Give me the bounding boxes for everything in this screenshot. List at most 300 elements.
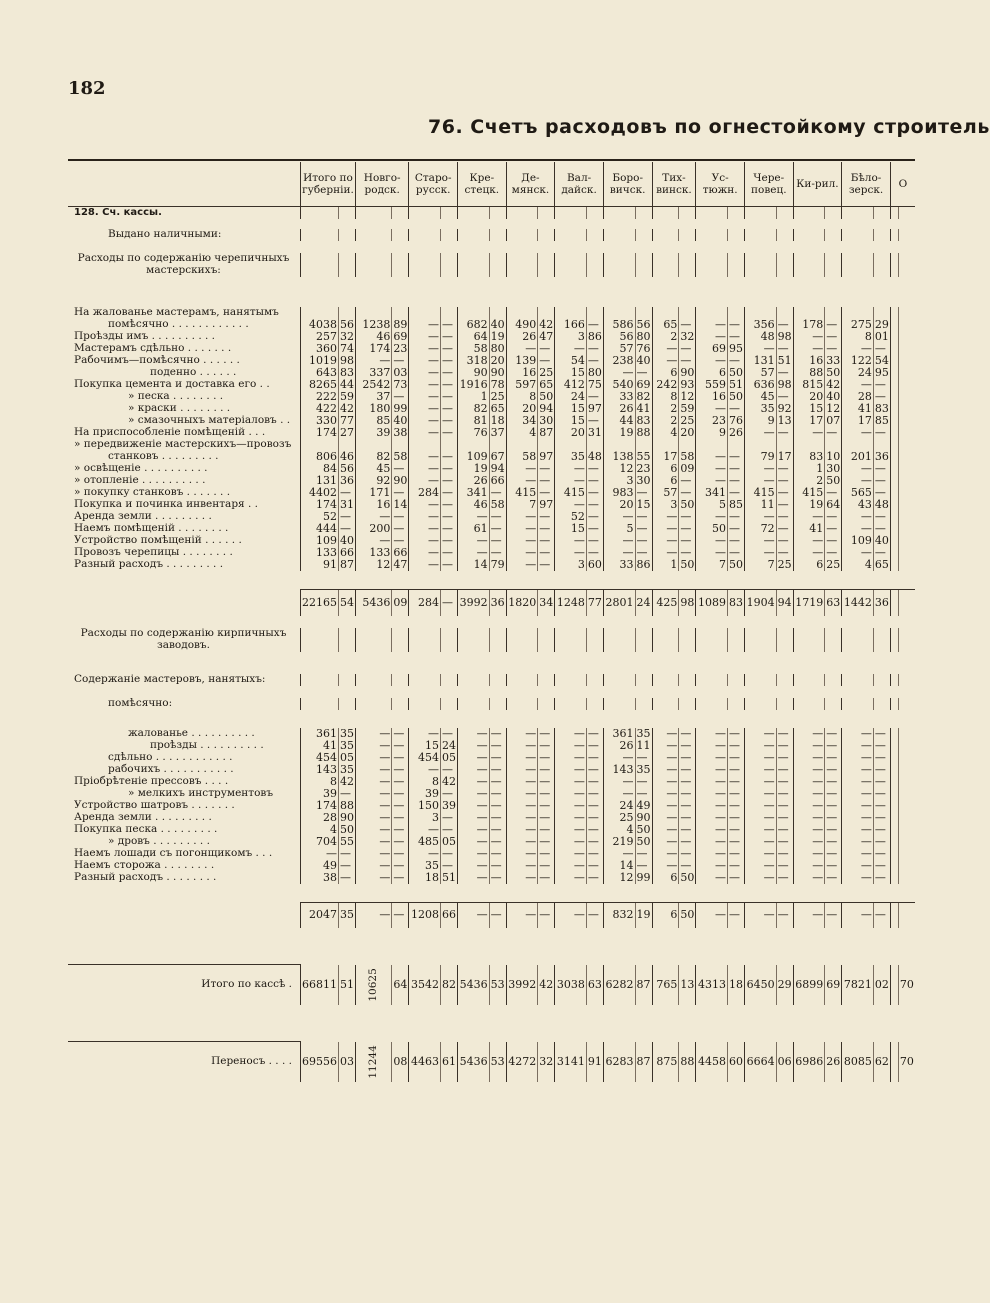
amount-rubles: — xyxy=(506,463,538,475)
page-number: 182 xyxy=(68,78,106,99)
amount-rubles: — xyxy=(555,728,587,740)
spacer-row xyxy=(68,652,915,674)
amount-rubles xyxy=(744,265,776,277)
amount-rubles: — xyxy=(842,547,874,559)
amount-kopeks: 80 xyxy=(636,330,651,344)
amount-rubles: — xyxy=(793,427,825,439)
amount-kopeks: 47 xyxy=(539,330,554,344)
amount-kopeks xyxy=(898,207,915,220)
amount-kopeks: — xyxy=(441,367,458,379)
amount-kopeks: — xyxy=(441,559,458,571)
amount-kopeks: — xyxy=(586,547,603,559)
amount-kopeks: — xyxy=(679,836,696,848)
amount-rubles xyxy=(555,674,587,686)
amount-rubles: — xyxy=(355,728,391,740)
amount-rubles: 24 xyxy=(842,367,874,379)
amount-rubles: — xyxy=(842,463,874,475)
amount-rubles xyxy=(506,265,538,277)
header-row xyxy=(68,162,915,207)
amount-rubles: 69 xyxy=(696,343,728,355)
amount-rubles: 8 xyxy=(300,776,338,788)
amount-kopeks: 40 xyxy=(490,318,505,332)
amount-kopeks: 56 xyxy=(339,462,354,476)
amount-kopeks: 69 xyxy=(393,330,408,344)
amount-kopeks xyxy=(898,511,915,523)
amount-rubles: — xyxy=(555,812,587,824)
amount-rubles: 1442 xyxy=(842,590,874,616)
amount-kopeks: 50 xyxy=(636,834,651,848)
amount-rubles: 242 xyxy=(652,379,679,391)
amount-rubles: 7 xyxy=(696,559,728,571)
amount-rubles: — xyxy=(300,848,338,860)
amount-kopeks: 42 xyxy=(339,774,354,788)
amount-rubles xyxy=(744,674,776,686)
amount-kopeks xyxy=(825,229,842,241)
amount-kopeks xyxy=(679,674,696,686)
amount-kopeks: — xyxy=(727,475,744,487)
ledger-row xyxy=(68,848,915,860)
spacer-row xyxy=(68,710,915,728)
amount-rubles xyxy=(890,559,898,571)
amount-kopeks: — xyxy=(392,836,409,848)
amount-rubles: 57 xyxy=(652,487,679,499)
amount-kopeks xyxy=(898,788,915,800)
amount-kopeks: — xyxy=(392,860,409,872)
amount-kopeks xyxy=(441,207,458,220)
spacer-cell xyxy=(68,652,915,674)
amount-rubles: — xyxy=(793,800,825,812)
amount-rubles: — xyxy=(793,740,825,752)
amount-kopeks xyxy=(898,860,915,872)
amount-kopeks: — xyxy=(727,752,744,764)
row-label: Мастерамъ сдѣльно . . . . . . . xyxy=(74,342,232,355)
amount-kopeks: — xyxy=(441,451,458,463)
amount-kopeks: — xyxy=(538,824,555,836)
amount-rubles: 8 xyxy=(409,776,441,788)
amount-rubles: — xyxy=(696,860,728,872)
amount-rubles: — xyxy=(842,812,874,824)
amount-rubles: 16 xyxy=(793,355,825,367)
amount-rubles: — xyxy=(696,800,728,812)
spacer-cell xyxy=(68,1005,915,1042)
amount-kopeks: 86 xyxy=(636,558,651,572)
amount-kopeks: — xyxy=(727,824,744,836)
amount-kopeks: 42 xyxy=(539,318,554,332)
amount-kopeks: 42 xyxy=(339,402,354,416)
amount-kopeks xyxy=(898,439,915,451)
amount-kopeks: 55 xyxy=(636,450,651,464)
amount-kopeks: 79 xyxy=(490,558,505,572)
amount-kopeks: — xyxy=(338,511,355,523)
amount-rubles xyxy=(506,640,538,652)
amount-rubles xyxy=(300,698,338,710)
amount-kopeks xyxy=(489,265,506,277)
amount-rubles: 45 xyxy=(355,463,391,475)
row-label: » дровъ . . . . . . . . . xyxy=(108,834,210,847)
amount-rubles: 1248 xyxy=(555,590,587,616)
amount-rubles xyxy=(506,628,538,640)
amount-rubles: — xyxy=(555,535,587,547)
amount-rubles: — xyxy=(409,848,441,860)
amount-kopeks xyxy=(825,265,842,277)
amount-rubles xyxy=(458,229,490,241)
amount-kopeks: 89 xyxy=(393,318,408,332)
amount-rubles: 200 xyxy=(355,523,391,535)
amount-rubles xyxy=(300,207,338,220)
amount-kopeks: — xyxy=(727,872,744,884)
row-label: Пріобрѣтеніе прессовъ . . . . xyxy=(74,774,229,787)
amount-rubles: — xyxy=(652,788,679,800)
amount-kopeks: — xyxy=(727,535,744,547)
amount-rubles: 34 xyxy=(506,415,538,427)
amount-rubles: 360 xyxy=(300,343,338,355)
amount-rubles: — xyxy=(842,728,874,740)
amount-kopeks: 35 xyxy=(339,738,354,752)
amount-kopeks: — xyxy=(776,535,793,547)
amount-kopeks xyxy=(338,265,355,277)
amount-rubles: — xyxy=(842,836,874,848)
amount-kopeks xyxy=(586,253,603,265)
amount-kopeks: 40 xyxy=(826,390,841,404)
amount-rubles xyxy=(555,253,587,265)
amount-rubles xyxy=(409,628,441,640)
amount-kopeks: 98 xyxy=(777,330,792,344)
amount-kopeks: 36 xyxy=(874,450,889,464)
amount-rubles xyxy=(890,728,898,740)
amount-kopeks: — xyxy=(873,752,890,764)
amount-kopeks: — xyxy=(825,343,842,355)
amount-rubles: 6 xyxy=(652,475,679,487)
amount-kopeks: — xyxy=(727,463,744,475)
amount-kopeks: — xyxy=(586,776,603,788)
amount-kopeks xyxy=(898,628,915,640)
amount-rubles: 48 xyxy=(744,331,776,343)
amount-kopeks: — xyxy=(586,902,603,928)
amount-rubles: 88 xyxy=(793,367,825,379)
amount-rubles: 14 xyxy=(603,860,635,872)
amount-rubles: 832 xyxy=(603,902,635,928)
amount-kopeks: — xyxy=(873,523,890,535)
amount-kopeks: — xyxy=(392,902,409,928)
amount-rubles: 1 xyxy=(793,463,825,475)
amount-rubles: — xyxy=(696,788,728,800)
amount-rubles: 361 xyxy=(603,728,635,740)
row-label: Рабочимъ—помѣсячно . . . . . . xyxy=(74,354,240,367)
amount-kopeks: — xyxy=(392,776,409,788)
amount-kopeks: 98 xyxy=(339,354,354,368)
amount-kopeks xyxy=(898,836,915,848)
amount-rubles: — xyxy=(744,547,776,559)
amount-rubles xyxy=(793,674,825,686)
amount-kopeks xyxy=(727,207,744,220)
amount-kopeks: — xyxy=(873,776,890,788)
amount-rubles: 7 xyxy=(506,499,538,511)
amount-rubles xyxy=(890,752,898,764)
ledger-row xyxy=(68,698,915,710)
amount-rubles xyxy=(890,427,898,439)
amount-kopeks: — xyxy=(873,824,890,836)
amount-rubles: — xyxy=(652,547,679,559)
amount-rubles: 64 xyxy=(458,331,490,343)
amount-rubles: — xyxy=(355,788,391,800)
amount-rubles: — xyxy=(842,860,874,872)
amount-kopeks: — xyxy=(538,848,555,860)
amount-rubles: — xyxy=(652,752,679,764)
amount-kopeks xyxy=(898,427,915,439)
amount-kopeks: 17 xyxy=(777,450,792,464)
amount-rubles: 4 xyxy=(300,824,338,836)
amount-rubles xyxy=(603,698,635,710)
amount-kopeks: — xyxy=(635,487,652,499)
amount-rubles: — xyxy=(458,740,490,752)
amount-rubles: — xyxy=(409,331,441,343)
amount-rubles: — xyxy=(409,728,441,740)
amount-rubles: 4402 xyxy=(300,487,338,499)
amount-kopeks: — xyxy=(776,463,793,475)
amount-rubles xyxy=(652,640,679,652)
amount-rubles xyxy=(890,547,898,559)
amount-kopeks xyxy=(898,391,915,403)
amount-rubles: — xyxy=(652,764,679,776)
amount-rubles xyxy=(842,229,874,241)
amount-kopeks: — xyxy=(825,812,842,824)
amount-kopeks: 29 xyxy=(776,965,793,1006)
amount-rubles: — xyxy=(603,788,635,800)
amount-rubles: 275 xyxy=(842,319,874,331)
amount-kopeks: — xyxy=(825,535,842,547)
amount-kopeks: — xyxy=(727,728,744,740)
amount-kopeks: — xyxy=(586,463,603,475)
amount-rubles xyxy=(842,640,874,652)
amount-kopeks xyxy=(338,674,355,686)
amount-kopeks: — xyxy=(825,487,842,499)
amount-rubles xyxy=(458,674,490,686)
amount-rubles: 1208 xyxy=(409,902,441,928)
amount-kopeks: 25 xyxy=(777,558,792,572)
amount-rubles: 8 xyxy=(842,331,874,343)
amount-kopeks: — xyxy=(392,463,409,475)
amount-rubles: — xyxy=(744,475,776,487)
amount-rubles: — xyxy=(355,824,391,836)
amount-kopeks xyxy=(898,307,915,319)
amount-kopeks: 30 xyxy=(636,474,651,488)
amount-rubles: — xyxy=(506,475,538,487)
amount-rubles: — xyxy=(555,860,587,872)
amount-rubles: — xyxy=(793,836,825,848)
amount-kopeks: 82 xyxy=(636,390,651,404)
amount-kopeks: 66 xyxy=(339,546,354,560)
ledger-row xyxy=(68,764,915,776)
amount-rubles: 45 xyxy=(744,391,776,403)
amount-kopeks: — xyxy=(489,487,506,499)
amount-kopeks xyxy=(898,355,915,367)
spacer-cell xyxy=(68,616,915,628)
amount-kopeks: 40 xyxy=(636,354,651,368)
amount-rubles: — xyxy=(793,824,825,836)
amount-kopeks: — xyxy=(825,872,842,884)
amount-rubles: — xyxy=(355,355,391,367)
amount-rubles: 1019 xyxy=(300,355,338,367)
amount-rubles xyxy=(696,674,728,686)
amount-kopeks: — xyxy=(441,590,458,616)
amount-rubles: 3 xyxy=(652,499,679,511)
amount-rubles: 5 xyxy=(696,499,728,511)
amount-kopeks xyxy=(898,776,915,788)
amount-rubles: — xyxy=(506,824,538,836)
amount-rubles: 1916 xyxy=(458,379,490,391)
amount-kopeks: 75 xyxy=(587,378,602,392)
amount-rubles: — xyxy=(355,776,391,788)
amount-kopeks: — xyxy=(441,848,458,860)
amount-rubles: 41 xyxy=(842,403,874,415)
amount-rubles: 2 xyxy=(652,415,679,427)
amount-kopeks: — xyxy=(873,848,890,860)
amount-kopeks: 92 xyxy=(777,402,792,416)
amount-kopeks: 51 xyxy=(442,870,457,884)
amount-rubles: — xyxy=(652,343,679,355)
spacer-row xyxy=(68,616,915,628)
amount-kopeks: 87 xyxy=(539,426,554,440)
spacer-row xyxy=(68,884,915,903)
amount-kopeks: — xyxy=(679,319,696,331)
amount-rubles: — xyxy=(506,872,538,884)
amount-rubles: 284 xyxy=(409,590,441,616)
amount-rubles xyxy=(696,265,728,277)
amount-kopeks: 87 xyxy=(635,1042,652,1083)
amount-kopeks: — xyxy=(679,776,696,788)
amount-kopeks xyxy=(392,207,409,220)
amount-kopeks xyxy=(679,698,696,710)
amount-kopeks xyxy=(776,229,793,241)
amount-rubles xyxy=(300,253,338,265)
amount-kopeks xyxy=(338,229,355,241)
amount-kopeks: 19 xyxy=(490,330,505,344)
amount-kopeks: — xyxy=(586,391,603,403)
amount-kopeks: — xyxy=(825,848,842,860)
amount-rubles: 257 xyxy=(300,331,338,343)
amount-kopeks: — xyxy=(489,740,506,752)
amount-kopeks: — xyxy=(538,343,555,355)
amount-kopeks: 53 xyxy=(489,1042,506,1083)
amount-kopeks: — xyxy=(825,902,842,928)
amount-rubles: 9 xyxy=(696,427,728,439)
amount-kopeks: — xyxy=(392,764,409,776)
ledger-row xyxy=(68,740,915,752)
amount-kopeks: 83 xyxy=(727,590,744,616)
row-label: Выдано наличными: xyxy=(108,228,222,241)
amount-kopeks: — xyxy=(635,511,652,523)
amount-kopeks: 87 xyxy=(635,965,652,1006)
amount-kopeks: 40 xyxy=(874,534,889,548)
amount-rubles: 20 xyxy=(506,403,538,415)
amount-rubles: — xyxy=(409,535,441,547)
amount-rubles: 5436 xyxy=(355,590,391,616)
amount-rubles xyxy=(696,698,728,710)
amount-kopeks: 90 xyxy=(680,366,695,380)
amount-kopeks: 39 xyxy=(442,798,457,812)
amount-kopeks: — xyxy=(392,848,409,860)
amount-rubles xyxy=(603,674,635,686)
amount-kopeks: — xyxy=(538,487,555,499)
amount-rubles: 3992 xyxy=(506,965,538,1006)
amount-rubles xyxy=(890,367,898,379)
amount-kopeks xyxy=(776,640,793,652)
amount-rubles xyxy=(409,698,441,710)
amount-rubles xyxy=(890,812,898,824)
amount-rubles: 6 xyxy=(652,367,679,379)
amount-rubles: — xyxy=(696,836,728,848)
row-label: На приспособленіе помѣщеній . . . xyxy=(74,426,266,439)
amount-kopeks: — xyxy=(825,800,842,812)
row-label xyxy=(68,902,300,928)
amount-rubles: — xyxy=(652,836,679,848)
amount-rubles: 17 xyxy=(793,415,825,427)
total-row xyxy=(68,902,915,928)
amount-kopeks: — xyxy=(825,728,842,740)
amount-kopeks xyxy=(392,253,409,265)
amount-kopeks: — xyxy=(679,860,696,872)
amount-rubles: — xyxy=(652,860,679,872)
amount-kopeks xyxy=(727,229,744,241)
amount-rubles: — xyxy=(355,836,391,848)
amount-kopeks: — xyxy=(825,523,842,535)
amount-rubles: 682 xyxy=(458,319,490,331)
amount-kopeks: — xyxy=(441,487,458,499)
amount-kopeks: — xyxy=(392,523,409,535)
amount-rubles xyxy=(409,640,441,652)
amount-kopeks: — xyxy=(825,752,842,764)
amount-rubles: — xyxy=(409,343,441,355)
amount-rubles: 415 xyxy=(506,487,538,499)
amount-kopeks: — xyxy=(338,860,355,872)
amount-kopeks: 78 xyxy=(490,378,505,392)
amount-rubles: 65 xyxy=(652,319,679,331)
row-label: На жалованье мастерамъ, нанятымъ xyxy=(74,306,279,319)
amount-rubles: 6 xyxy=(696,367,728,379)
amount-rubles: — xyxy=(555,776,587,788)
amount-rubles: 52 xyxy=(555,511,587,523)
amount-kopeks xyxy=(635,229,652,241)
amount-rubles: — xyxy=(458,752,490,764)
amount-rubles: — xyxy=(409,547,441,559)
amount-kopeks: — xyxy=(392,740,409,752)
amount-rubles: — xyxy=(793,764,825,776)
amount-kopeks: 05 xyxy=(442,834,457,848)
amount-rubles: — xyxy=(409,367,441,379)
amount-rubles: 25 xyxy=(603,812,635,824)
amount-kopeks: 66 xyxy=(490,474,505,488)
amount-kopeks: 07 xyxy=(826,414,841,428)
amount-kopeks: — xyxy=(489,535,506,547)
amount-kopeks: — xyxy=(586,836,603,848)
amount-kopeks: 24 xyxy=(442,738,457,752)
amount-rubles: — xyxy=(458,860,490,872)
spacer-row xyxy=(68,1005,915,1042)
amount-rubles: — xyxy=(652,800,679,812)
amount-rubles: 35 xyxy=(744,403,776,415)
column-header: Старо-русск. xyxy=(409,162,458,207)
amount-rubles xyxy=(355,698,391,710)
amount-kopeks: 05 xyxy=(339,750,354,764)
amount-rubles: — xyxy=(842,800,874,812)
amount-rubles xyxy=(842,207,874,220)
amount-rubles: — xyxy=(744,902,776,928)
amount-rubles xyxy=(793,207,825,220)
row-label: жалованье . . . . . . . . . . xyxy=(128,726,255,739)
amount-rubles xyxy=(842,628,874,640)
amount-rubles: 20 xyxy=(603,499,635,511)
amount-rubles: 6986 xyxy=(793,1042,825,1083)
